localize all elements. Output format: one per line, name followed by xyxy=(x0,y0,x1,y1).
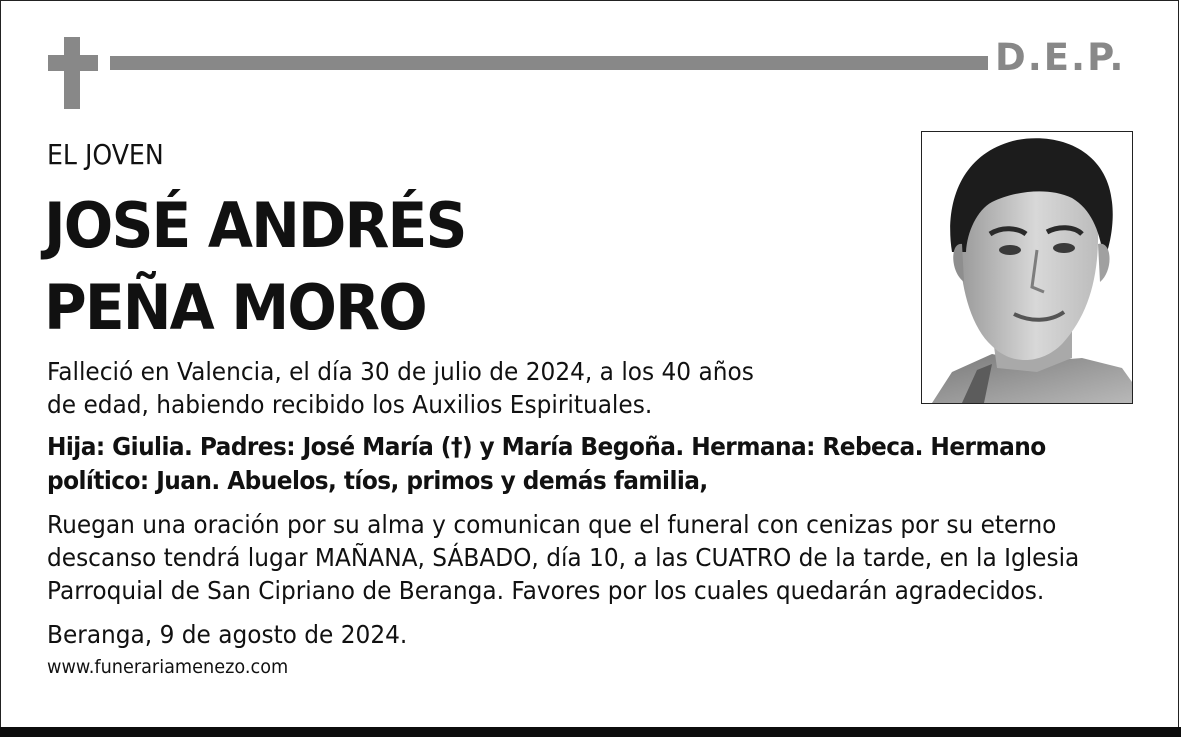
place-date: Beranga, 9 de agosto de 2024. xyxy=(47,620,408,649)
family-line2: político: Juan. Abuelos, tíos, primos y demás familia, xyxy=(47,466,708,495)
portrait-image xyxy=(922,132,1132,403)
funeral-line3: Parroquial de San Cipriano de Beranga. Favores por los cuales quedarán agradecidos. xyxy=(47,576,1045,605)
dep-label: D.E.P. xyxy=(995,36,1126,79)
subtitle: EL JOVEN xyxy=(47,138,164,171)
death-notice-line2: de edad, habiendo recibido los Auxilios Espirituales. xyxy=(47,390,653,419)
cross-icon xyxy=(64,37,80,109)
deceased-name-line2: PEÑA MORO xyxy=(44,271,426,344)
bottom-border xyxy=(0,727,1181,737)
death-notice-line1: Falleció en Valencia, el día 30 de julio de 2024, a los 40 años xyxy=(47,357,754,386)
funeral-line2: descanso tendrá lugar MAÑANA, SÁBADO, día 10, a las CUATRO de la tarde, en la Iglesia xyxy=(47,543,1080,572)
header-divider xyxy=(110,56,988,70)
website-link[interactable]: www.funerariamenezo.com xyxy=(47,656,289,678)
portrait-photo xyxy=(921,131,1133,404)
cross-icon-arm xyxy=(48,55,98,71)
funeral-line1: Ruegan una oración por su alma y comunican que el funeral con cenizas por su eterno xyxy=(47,510,1057,539)
deceased-name-line1: JOSÉ ANDRÉS xyxy=(44,189,466,262)
family-line1: Hija: Giulia. Padres: José María (†) y María Begoña. Hermana: Rebeca. Hermano xyxy=(47,432,1046,461)
